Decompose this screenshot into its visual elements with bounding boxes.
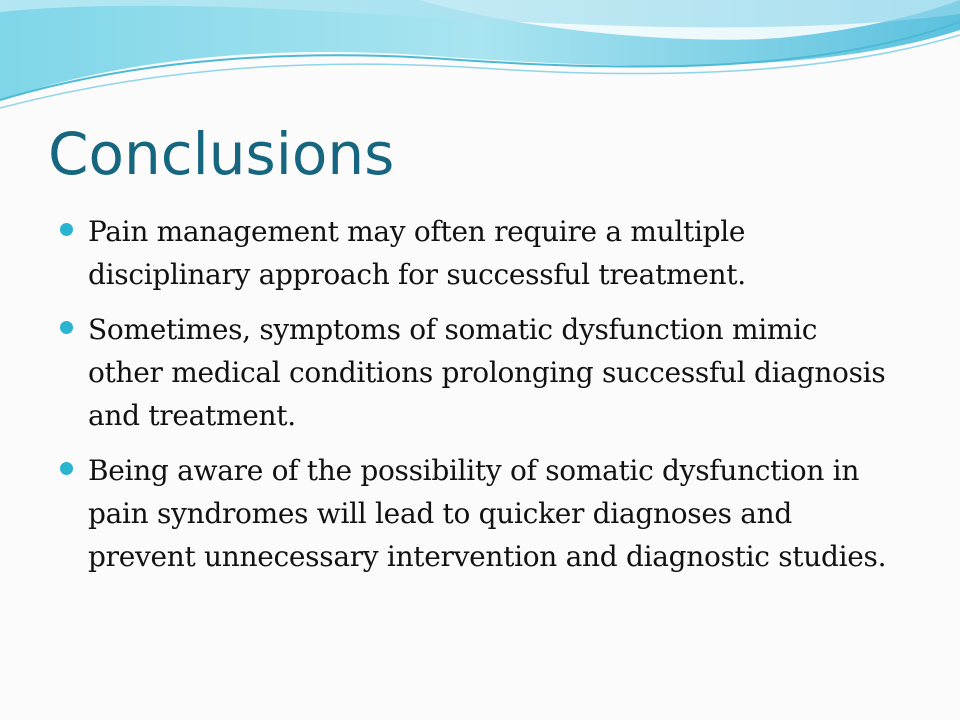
decorative-wave-header [0,0,960,120]
slide-title: Conclusions [48,120,395,188]
bullet-dot-icon [60,321,73,334]
bullet-item [60,210,890,296]
bullet-text: Sometimes, symptoms of somatic dysfunction mimic other medical conditions prolonging successful diagnosis and treatment. [88,313,886,432]
bullet-item [60,449,890,578]
bullet-dot-icon [60,223,73,236]
bullet-text: Pain management may often require a multiple disciplinary approach for successful treatment. [88,215,746,291]
bullet-text: Being aware of the possibility of somatic dysfunction in pain syndromes will lead to quicker diagnoses and prevent unnecessary intervention and diagnostic studies. [88,454,887,573]
bullet-dot-icon [60,462,73,475]
bullet-list [60,210,890,590]
bullet-item [60,308,890,437]
